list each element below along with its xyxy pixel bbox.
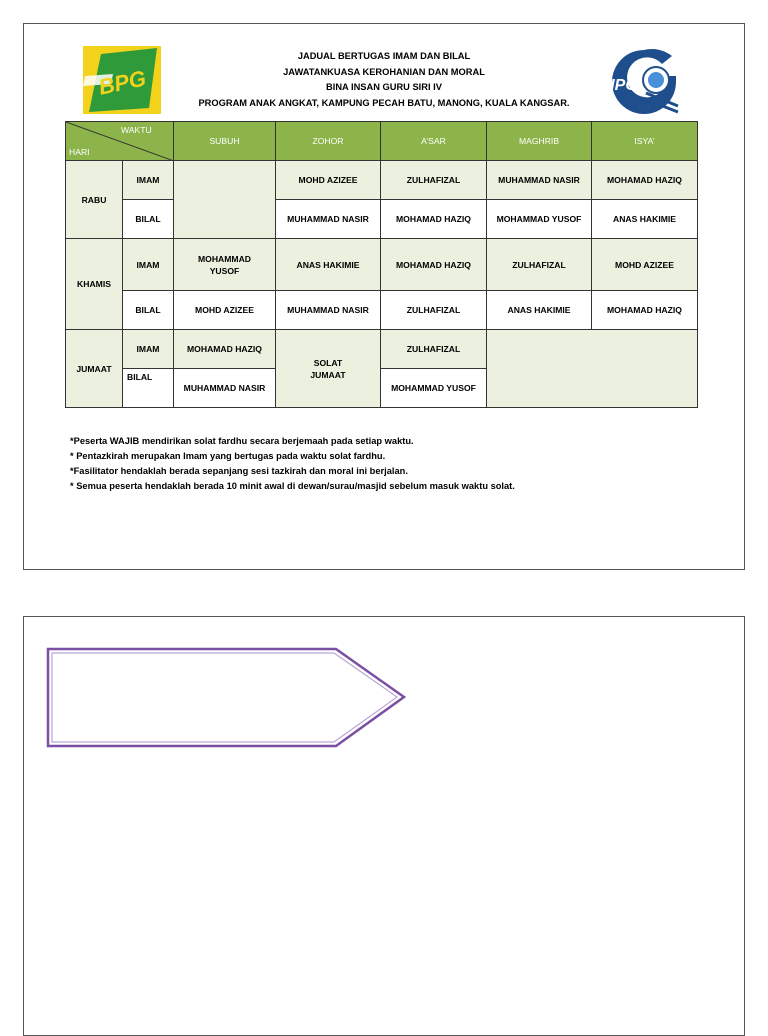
note-2: * Pentazkirah merupakan Imam yang bertugas pada waktu solat fardhu. [70,451,386,461]
ipg-logo-icon [608,46,680,114]
role-cell: BILAL [123,291,174,330]
duty-cell: MOHAMAD HAZIQ [381,239,487,291]
second-page [23,616,745,1036]
table-row-rabu-bilal [66,200,698,239]
waktu-label: WAKTU [121,125,152,135]
duty-cell: MOHAMMAD YUSOF [174,239,276,291]
duty-cell: MOHD AZIZEE [174,291,276,330]
ipg-logo-text: IPG [610,77,638,94]
duty-schedule-table [65,121,698,408]
solat-jumaat-cell [276,330,381,408]
duty-cell: MOHAMAD HAZIQ [592,291,698,330]
notes-section [70,434,515,494]
duty-cell: MOHAMAD HAZIQ [592,161,698,200]
day-label-khamis: KHAMIS [66,239,123,330]
column-header-isya: ISYA’ [592,122,698,161]
column-header-subuh: SUBUH [174,122,276,161]
table-row-khamis-imam [66,239,698,291]
duty-cell: MOHAMAD HAZIQ [174,330,276,369]
empty-subuh-cell [174,161,276,239]
page-title [164,49,604,111]
column-header-maghrib: MAGHRIB [487,122,592,161]
note-3: *Fasilitator hendaklah berada sepanjang sesi tazkirah dan moral ini berjalan. [70,466,408,476]
arrow-banner-shape [46,647,408,749]
role-cell: BILAL [123,369,174,408]
bpg-logo-icon [83,46,161,114]
duty-cell: MOHD AZIZEE [592,239,698,291]
day-label-jumaat: JUMAAT [66,330,123,408]
duty-cell: MOHD AZIZEE [276,161,381,200]
role-cell: IMAM [123,330,174,369]
column-header-zohor: ZOHOR [276,122,381,161]
bpg-logo-text: BPG [96,65,149,100]
role-cell: BILAL [123,200,174,239]
duty-cell: MUHAMMAD NASIR [276,291,381,330]
title-line-3: BINA INSAN GURU SIRI IV [326,82,442,92]
title-line-1: JADUAL BERTUGAS IMAM DAN BILAL [297,51,471,61]
column-header-asar: A’SAR [381,122,487,161]
note-4: * Semua peserta hendaklah berada 10 minit awal di dewan/surau/masjid sebelum masuk waktu solat. [70,481,515,491]
table-row-khamis-bilal [66,291,698,330]
duty-cell: ANAS HAKIMIE [487,291,592,330]
duty-cell: ZULHAFIZAL [381,330,487,369]
note-1: *Peserta WAJIB mendirikan solat fardhu secara berjemaah pada setiap waktu. [70,436,414,446]
duty-cell: MOHAMMAD YUSOF [381,369,487,408]
duty-cell: MOHAMAD HAZIQ [381,200,487,239]
table-row-jumaat-imam [66,330,698,369]
duty-cell: ANAS HAKIMIE [276,239,381,291]
role-cell: IMAM [123,239,174,291]
empty-maghrib-isya-cell [487,330,698,408]
table-header-row [66,122,698,161]
duty-cell: ANAS HAKIMIE [592,200,698,239]
duty-cell: ZULHAFIZAL [487,239,592,291]
role-cell: IMAM [123,161,174,200]
duty-cell: ZULHAFIZAL [381,161,487,200]
solat-jumaat-line-1: SOLAT [313,357,343,368]
duty-cell: MUHAMMAD NASIR [174,369,276,408]
duty-cell: MUHAMMAD NASIR [276,200,381,239]
title-line-4: PROGRAM ANAK ANGKAT, KAMPUNG PECAH BATU, MANONG, KUALA KANGSAR. [198,97,570,108]
duty-cell: ZULHAFIZAL [381,291,487,330]
table-row-rabu-imam [66,161,698,200]
solat-jumaat-line-2: JUMAAT [310,369,346,380]
corner-header-cell [66,122,174,161]
duty-cell: MOHAMMAD YUSOF [487,200,592,239]
title-line-2: JAWATANKUASA KEROHANIAN DAN MORAL [283,66,485,77]
day-label-rabu: RABU [66,161,123,239]
hari-label: HARI [69,147,90,157]
schedule-page [23,23,745,570]
duty-cell: MUHAMMAD NASIR [487,161,592,200]
